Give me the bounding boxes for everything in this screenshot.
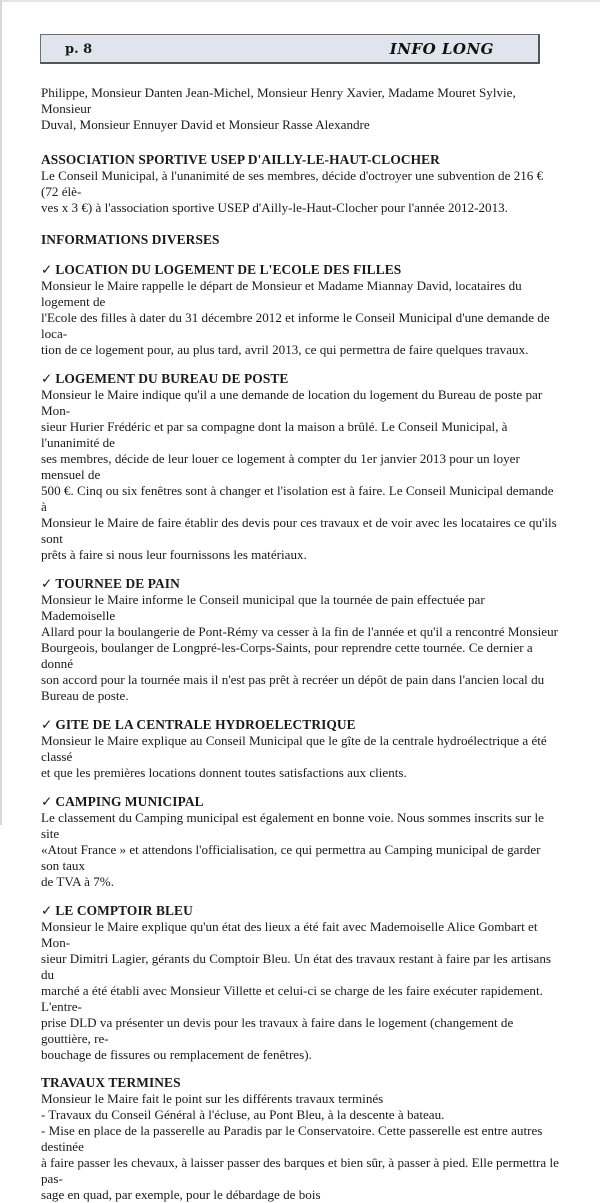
text-line: Monsieur le Maire explique au Conseil Municipal que le gîte de la centrale hydroélectrique a été classé — [41, 733, 547, 764]
checkmark-icon: ✓ — [41, 903, 53, 918]
section-paragraph — [41, 1091, 561, 1203]
info-item-title — [41, 717, 561, 733]
info-item-title — [41, 371, 561, 387]
info-item-title-text: LE COMPTOIR BLEU — [55, 903, 193, 918]
info-item — [41, 903, 561, 1063]
text-line: - Travaux du Conseil Général à l'écluse, au Pont Bleu, à la descente à bateau. — [41, 1107, 445, 1122]
text-line: prêts à faire si nous leur fournissons les matériaux. — [41, 547, 307, 562]
text-line: Monsieur le Maire informe le Conseil municipal que la tournée de pain effectuée par Mademoiselle — [41, 592, 485, 623]
text-line: «Atout France » et attendons l'officialisation, ce qui permettra au Camping municipal de garder son taux — [41, 842, 541, 873]
text-line: Monsieur le Maire rappelle le départ de Monsieur et Madame Miannay David, locataires du logement de — [41, 278, 522, 309]
text-line: prise DLD va présenter un devis pour les travaux à faire dans le logement (changement de gouttière, re- — [41, 1015, 514, 1046]
page-number: p. 8 — [65, 42, 93, 57]
text-line: de TVA à 7%. — [41, 874, 114, 889]
checkmark-icon: ✓ — [41, 371, 53, 386]
text-line: Bureau de poste. — [41, 688, 129, 703]
checkmark-icon: ✓ — [41, 794, 53, 809]
info-item-paragraph — [41, 810, 561, 890]
text-line: Duval, Monsieur Ennuyer David et Monsieur Rasse Alexandre — [41, 117, 370, 132]
info-item-title — [41, 576, 561, 592]
section-association — [41, 152, 561, 216]
info-item-paragraph — [41, 592, 561, 704]
info-item-paragraph — [41, 733, 561, 781]
text-line: Monsieur le Maire explique qu'un état des lieux a été fait avec Mademoiselle Alice Gombart et Mon- — [41, 919, 538, 950]
section-title: INFORMATIONS DIVERSES — [41, 232, 220, 247]
page-header-bar — [40, 34, 540, 64]
text-line: Le classement du Camping municipal est également en bonne voie. Nous sommes inscrits sur le site — [41, 810, 544, 841]
info-item-title-text: GITE DE LA CENTRALE HYDROELECTRIQUE — [55, 717, 356, 732]
text-line: ves x 3 €) à l'association sportive USEP d'Ailly-le-Haut-Clocher pour l'année 2012-2013. — [41, 200, 508, 215]
document-body — [41, 85, 561, 1203]
text-line: sieur Dimitri Lagier, gérants du Comptoir Bleu. Un état des travaux restant à faire par les artisans du — [41, 951, 551, 982]
publication-title: INFO LONG — [389, 40, 494, 58]
text-line: Monsieur le Maire de faire établir des devis pour ces travaux et de voir avec les locataires ce qu'ils sont — [41, 515, 557, 546]
checkmark-icon: ✓ — [41, 262, 53, 277]
text-line: Monsieur le Maire indique qu'il a une demande de location du logement du Bureau de poste par Mon- — [41, 387, 543, 418]
text-line: 500 €. Cinq ou six fenêtres sont à changer et l'isolation est à faire. Le Conseil Municipal demande à — [41, 483, 554, 514]
text-line: sage en quad, par exemple, pour le débardage de bois — [41, 1187, 321, 1202]
text-line: Bourgeois, boulanger de Longpré-les-Corps-Saints, pour reprendre cette tournée. Ce dernier a donné — [41, 640, 533, 671]
text-line: ses membres, décide de leur louer ce logement à compter du 1er janvier 2013 pour un loyer mensuel de — [41, 451, 520, 482]
section-paragraph — [41, 168, 561, 216]
intro-paragraph — [41, 85, 561, 133]
info-item-title — [41, 262, 561, 278]
text-line: Monsieur le Maire fait le point sur les différents travaux terminés — [41, 1091, 384, 1106]
info-item — [41, 371, 561, 563]
text-line: bouchage de fissures ou remplacement de fenêtres). — [41, 1047, 312, 1062]
section-informations-diverses — [41, 232, 561, 248]
info-item — [41, 717, 561, 781]
text-line: Le Conseil Municipal, à l'unanimité de ses membres, décide d'octroyer une subvention de 216 € (72 élè- — [41, 168, 544, 199]
text-line: Philippe, Monsieur Danten Jean-Michel, Monsieur Henry Xavier, Madame Mouret Sylvie, Monsieur — [41, 85, 516, 116]
section-travaux-termines — [41, 1075, 561, 1203]
section-title: ASSOCIATION SPORTIVE USEP D'AILLY-LE-HAUT-CLOCHER — [41, 152, 440, 167]
text-line: sieur Hurier Frédéric et par sa compagne dont la maison a brûlé. Le Conseil Municipal, à l'unanimité de — [41, 419, 508, 450]
info-item-title-text: TOURNEE DE PAIN — [55, 576, 180, 591]
info-item-paragraph — [41, 278, 561, 358]
text-line: Allard pour la boulangerie de Pont-Rémy va cesser à la fin de l'année et qu'il a rencontré Monsieur — [41, 624, 559, 639]
info-item-title-text: LOCATION DU LOGEMENT DE L'ECOLE DES FILLES — [55, 262, 402, 277]
text-line: à faire passer les chevaux, à laisser passer des barques et bien sûr, à passer à pied. Elle permettra le pas- — [41, 1155, 559, 1186]
scan-top-edge — [0, 0, 600, 2]
text-line: marché a été établi avec Monsieur Villette et celui-ci se charge de les faire exécuter rapidement. L'entre- — [41, 983, 543, 1014]
info-item-title-text: CAMPING MUNICIPAL — [55, 794, 204, 809]
text-line: son accord pour la tournée mais il n'est pas prêt à recréer un dépôt de pain dans l'ancien local du — [41, 672, 545, 687]
text-line: et que les premières locations donnent toutes satisfactions aux clients. — [41, 765, 407, 780]
info-item-title-text: LOGEMENT DU BUREAU DE POSTE — [55, 371, 289, 386]
section-title: TRAVAUX TERMINES — [41, 1075, 181, 1090]
information-items — [41, 262, 561, 1063]
text-line: l'Ecole des filles à dater du 31 décembre 2012 et informe le Conseil Municipal d'une demande de loca- — [41, 310, 550, 341]
info-item-paragraph — [41, 387, 561, 563]
info-item-title — [41, 903, 561, 919]
checkmark-icon: ✓ — [41, 717, 53, 732]
scan-left-edge — [0, 0, 2, 825]
info-item-paragraph — [41, 919, 561, 1063]
checkmark-icon: ✓ — [41, 576, 53, 591]
info-item — [41, 794, 561, 890]
text-line: tion de ce logement pour, au plus tard, avril 2013, ce qui permettra de faire quelques travaux. — [41, 342, 529, 357]
info-item — [41, 576, 561, 704]
info-item-title — [41, 794, 561, 810]
info-item — [41, 262, 561, 358]
text-line: - Mise en place de la passerelle au Paradis par le Conservatoire. Cette passerelle est entre autres destinée — [41, 1123, 543, 1154]
